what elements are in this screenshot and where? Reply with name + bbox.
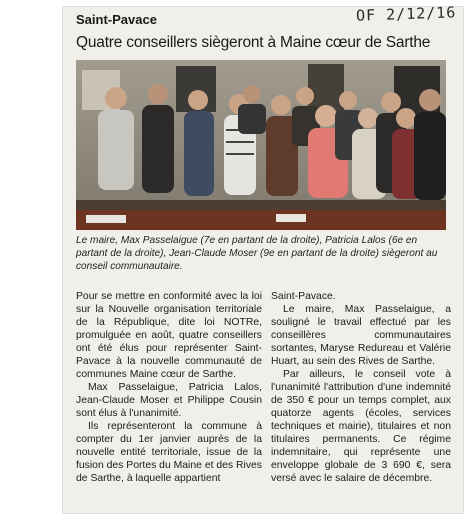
- group-photo-icon: [76, 60, 446, 230]
- paragraph: Max Passelaigue, Patricia Lalos, Jean-Claude Moser et Philippe Cousin sont élus à l'unanimité.: [76, 382, 262, 419]
- article-column-2: [271, 290, 451, 485]
- paragraph: Pour se mettre en conformité avec la loi sur la Nouvelle organisation territoriale de la République, dite loi NOTRe, promulguée en août, quatre conseillers ont été élus pour représenter Saint-Pavace à la nouvelle communauté de communes Maine cœur de Sarthe.: [76, 291, 262, 380]
- paragraph: Ils représenteront la commune à compter du 1er janvier auprès de la nouvelle entité territoriale, issue de la fusion des Portes du Maine et des Rives de Sarthe, à laquelle appartient: [76, 421, 262, 484]
- handwritten-date-stamp: OF 2/12/16: [355, 3, 457, 25]
- section-title: Saint-Pavace: [76, 12, 157, 27]
- headline: Quatre conseillers siègeront à Maine cœur de Sarthe: [76, 34, 431, 51]
- paragraph: Saint-Pavace.: [271, 291, 336, 302]
- photo-caption: Le maire, Max Passelaigue (7e en partant de la droite), Patricia Lalos (6e en partant de la droite), Jean-Claude Moser (9e en partant de la droite) siègeront au conseil communautaire.: [76, 235, 438, 273]
- newspaper-clipping: [62, 3, 464, 514]
- paragraph: Le maire, Max Passelaigue, a souligné le travail effectué par les conseillères communautaires sortantes, Maryse Redureau et Valérie Huart, au sein des Rives de Sarthe.: [271, 304, 451, 367]
- group-photo: [76, 60, 446, 230]
- article-column-1: [76, 290, 262, 485]
- paragraph: Par ailleurs, le conseil vote à l'unanimité l'attribution d'une indemnité de 350 € pour un temps complet, aux quatorze agents (écoles, services techniques et mairie), titulaires et non titulaires permanents. Ce régime indemnitaire, qui représente une enveloppe globale de 3 690 €, sera versé avec le salaire de décembre.: [271, 369, 451, 484]
